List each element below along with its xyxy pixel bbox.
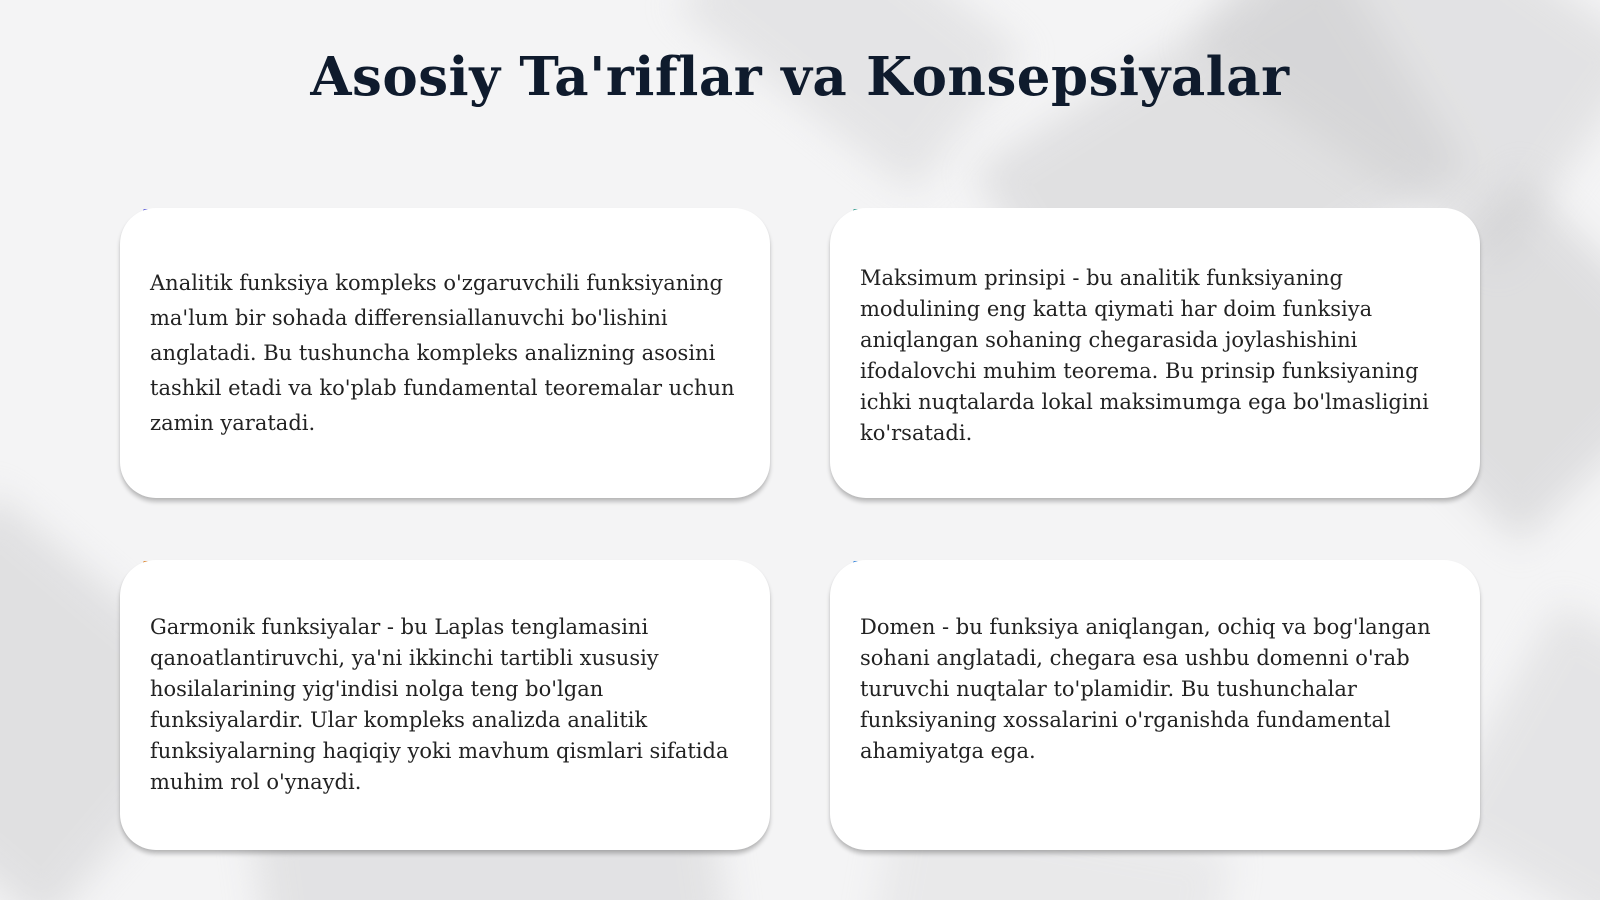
card-text: Maksimum prinsipi - bu analitik funksiyaning modulining eng katta qiymati har doim funksiya aniqlangan sohaning chegarasida joylashishini ifodalovchi muhim teorema. Bu prinsip funksiyaning ichki nuqtalarda lokal maksimumga ega bo'lmasligini ko'rsatadi. <box>860 266 1429 445</box>
card-body <box>830 208 1480 498</box>
card-body <box>830 560 1480 850</box>
card-text: Analitik funksiya kompleks o'zgaruvchili funksiyaning ma'lum bir sohada differensiallanuvchi bo'lishini anglatadi. Bu tushuncha kompleks analizning asosini tashkil etadi va ko'plab fundamental teoremalar uchun zamin yaratadi. <box>150 271 735 435</box>
card-body <box>120 208 770 498</box>
card-text: Domen - bu funksiya aniqlangan, ochiq va bog'langan sohani anglatadi, chegara esa ushbu domenni o'rab turuvchi nuqtalar to'plamidir. Bu tushunchalar funksiyaning xossalarini o'rganishda fundamental ahamiyatga ega. <box>860 615 1431 763</box>
definition-card-harmonic-functions <box>120 560 770 850</box>
definition-card-domain <box>830 560 1480 850</box>
definition-card-analytic-function <box>120 208 770 498</box>
slide-title: Asosiy Ta'riflar va Konsepsiyalar <box>310 46 1290 108</box>
definition-card-maximum-principle <box>830 208 1480 498</box>
card-body <box>120 560 770 850</box>
card-text: Garmonik funksiyalar - bu Laplas tenglamasini qanoatlantiruvchi, ya'ni ikkinchi tartibli xususiy hosilalarining yig'indisi nolga teng bo'lgan funksiyalardir. Ular kompleks analizda analitik funksiyalarning haqiqiy yoki mavhum qismlari sifatida muhim rol o'ynaydi. <box>150 615 729 794</box>
